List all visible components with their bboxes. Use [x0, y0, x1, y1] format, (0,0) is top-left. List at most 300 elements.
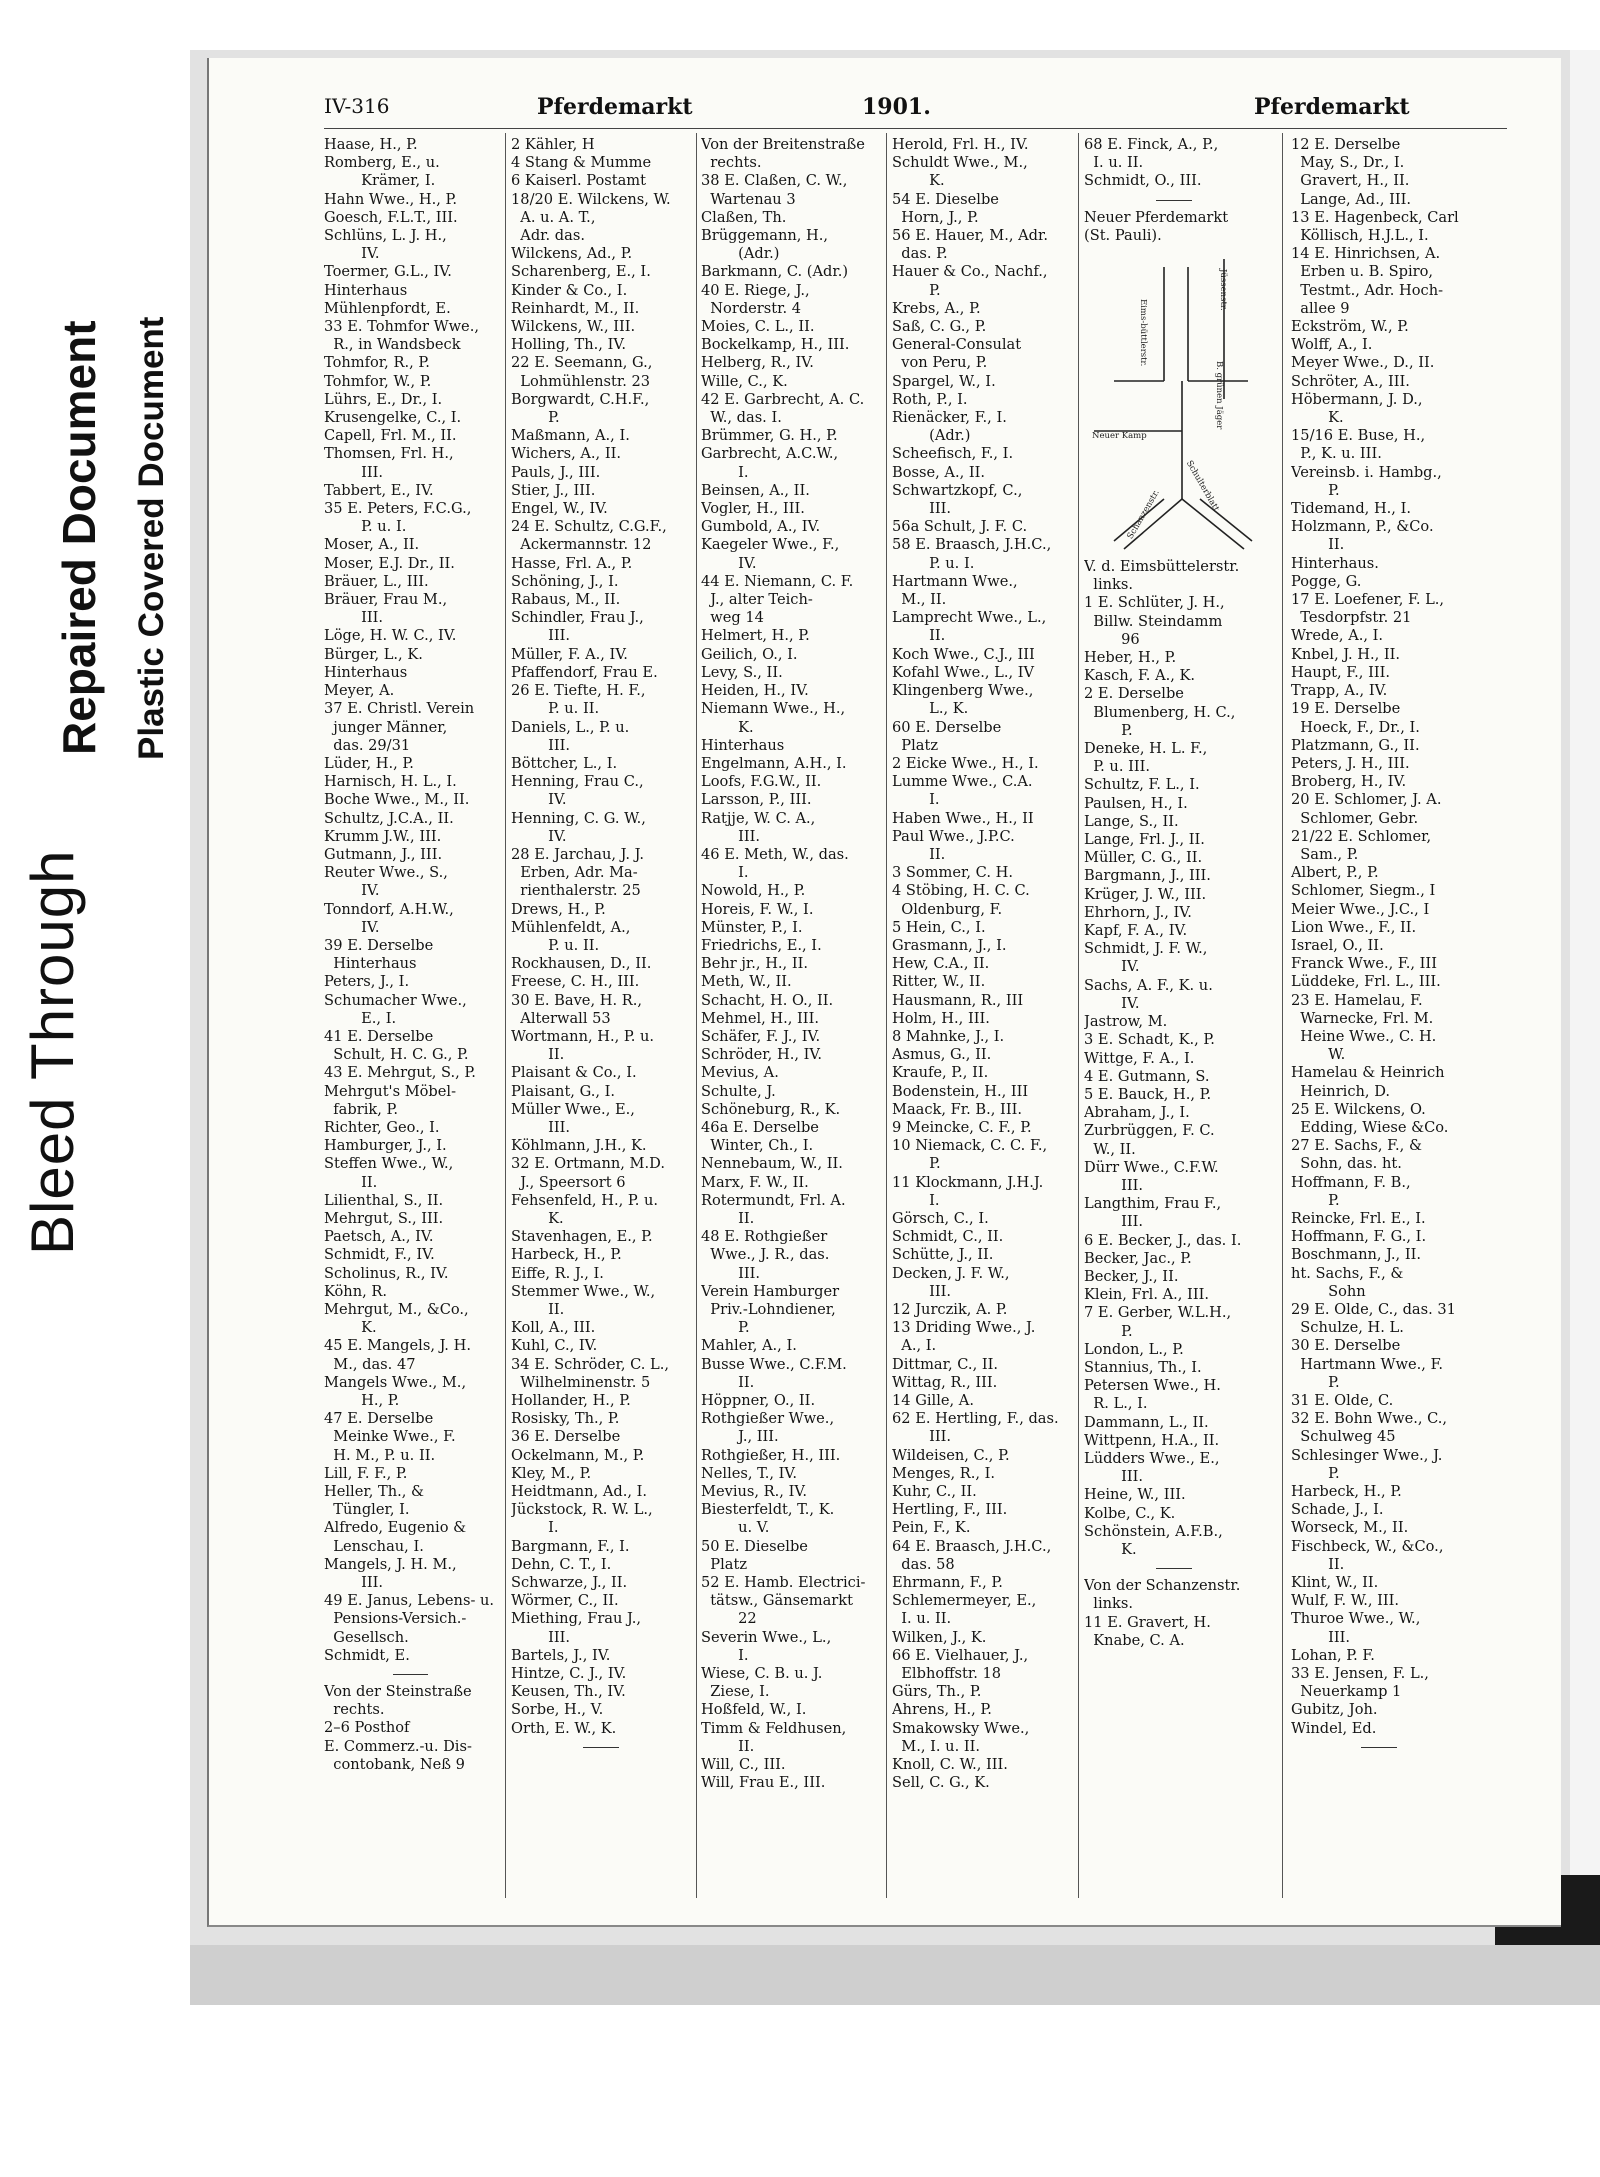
directory-entry: Horn, J., P.	[892, 208, 979, 226]
directory-entry: Schultz, F. L., I.	[1084, 776, 1200, 794]
directory-entry: Platz	[701, 1555, 748, 1573]
directory-entry: 5 E. Bauck, H., P.	[1084, 1085, 1212, 1103]
directory-entry: 29 E. Olde, C., das. 31	[1291, 1301, 1456, 1318]
directory-entry: rechts.	[701, 154, 762, 172]
directory-entry: Schulte, J.	[701, 1082, 776, 1100]
directory-entry: M., das. 47	[324, 1355, 416, 1373]
directory-entry: Toermer, G.L., IV.	[324, 263, 452, 281]
street-heading-left: Pferdemarkt	[537, 94, 693, 120]
directory-entry: Wille, C., K.	[701, 372, 788, 390]
directory-entry: Will, C., III.	[701, 1756, 786, 1774]
directory-entry: Rosisky, Th., P.	[511, 1410, 620, 1428]
directory-entry: J., III.	[701, 1428, 779, 1446]
directory-entry: Krebs, A., P.	[892, 299, 981, 317]
directory-entry: 4 Stang & Mumme	[511, 154, 652, 172]
directory-entry: III.	[324, 609, 384, 627]
directory-entry: 12 E. Derselbe	[1291, 136, 1401, 153]
directory-entry: III.	[511, 627, 571, 645]
directory-entry: 33 E. Tohmfor Wwe.,	[324, 318, 479, 336]
directory-entry: Hintze, C. J., IV.	[511, 1665, 627, 1683]
directory-entry: 5 Hein, C., I.	[892, 918, 986, 936]
directory-entry: Koch Wwe., C.J., III	[892, 645, 1035, 663]
directory-entry: W., II.	[1084, 1140, 1136, 1158]
directory-entry: Pauls, J., III.	[511, 463, 601, 481]
directory-entry: Ackermannstr. 12	[511, 536, 652, 554]
directory-entry: Knoll, C. W., III.	[892, 1756, 1008, 1774]
directory-entry: Lange, Frl. J., II.	[1084, 831, 1205, 849]
directory-entry: P., K. u. III.	[1291, 445, 1382, 463]
directory-entry: 1 E. Schlüter, J. H.,	[1084, 594, 1225, 612]
directory-entry: L., K.	[892, 700, 969, 718]
directory-entry: Severin Wwe., L.,	[701, 1628, 832, 1646]
directory-entry: das. P.	[892, 245, 948, 263]
directory-entry: Winter, Ch., I.	[701, 1137, 814, 1155]
directory-entry: Timm & Feldhusen,	[701, 1719, 847, 1737]
directory-entry: Schult, H. C. G., P.	[324, 1046, 469, 1064]
directory-entry: Heinrich, D.	[1291, 1082, 1391, 1100]
directory-entry: M., I. u. II.	[892, 1737, 981, 1755]
directory-entry: Keusen, Th., IV.	[511, 1683, 626, 1701]
directory-entry: Wartenau 3	[701, 190, 796, 208]
directory-entry: rienthalerstr. 25	[511, 882, 641, 900]
year-heading: 1901.	[862, 94, 931, 120]
directory-entry: III.	[1291, 1628, 1351, 1646]
map-label-schanzenstr: Schanzenstr.	[1125, 488, 1162, 542]
directory-entry: Norderstr. 4	[701, 299, 802, 317]
directory-entry: Hinterhaus	[324, 955, 417, 973]
directory-entry: R., in Wandsbeck	[324, 336, 461, 354]
directory-entry: Dammann, L., II.	[1084, 1413, 1209, 1431]
directory-entry: K.	[511, 1209, 564, 1227]
directory-entry: Hertling, F., III.	[892, 1501, 1008, 1519]
directory-entry: Asmus, G., II.	[892, 1046, 992, 1064]
section-rule	[324, 1665, 497, 1683]
directory-entry: Schuldt Wwe., M.,	[892, 154, 1028, 172]
directory-entry: Sorbe, H., V.	[511, 1701, 604, 1719]
directory-entry: Jückstock, R. W. L.,	[511, 1501, 653, 1519]
directory-entry: Boche Wwe., M., II.	[324, 791, 470, 809]
directory-entry: Schütte, J., II.	[892, 1246, 994, 1264]
directory-entry: 44 E. Niemann, C. F.	[701, 572, 854, 590]
directory-entry: Höppner, O., II.	[701, 1392, 816, 1410]
column-5	[1084, 136, 1264, 1906]
scan-right-edge	[1570, 50, 1600, 2005]
directory-entry: 37 E. Christl. Verein	[324, 700, 475, 718]
directory-entry: Meyer Wwe., D., II.	[1291, 354, 1435, 372]
directory-entry: 12 Jurczik, A. P.	[892, 1301, 1008, 1318]
directory-entry: 11 E. Gravert, H.	[1084, 1613, 1211, 1631]
directory-entry: III.	[892, 1282, 952, 1300]
directory-entry: Paulsen, H., I.	[1084, 794, 1188, 812]
directory-entry: Lill, F. F., P.	[324, 1464, 408, 1482]
directory-entry: Hamelau & Heinrich	[1291, 1064, 1445, 1082]
directory-entry: Blumenberg, H. C.,	[1084, 703, 1236, 721]
directory-entry: Abraham, J., I.	[1084, 1104, 1190, 1122]
directory-entry: Fehsenfeld, H., P. u.	[511, 1191, 659, 1209]
directory-entry: V. d. Eimsbüttelerstr.	[1084, 558, 1240, 576]
directory-entry: Köhlmann, J.H., K.	[511, 1137, 647, 1155]
directory-entry: IV.	[324, 918, 380, 936]
directory-entry: Paul Wwe., J.P.C.	[892, 827, 1015, 845]
directory-entry: Bockelkamp, H., III.	[701, 336, 850, 354]
directory-entry: 30 E. Bave, H. R.,	[511, 991, 642, 1009]
directory-entry: Mehrgut, M., &Co.,	[324, 1301, 469, 1318]
directory-entry: 32 E. Ortmann, M.D.	[511, 1155, 665, 1173]
directory-entry: Wichers, A., II.	[511, 445, 621, 463]
directory-entry: Rabaus, M., II.	[511, 591, 621, 609]
directory-entry: Mühlenpfordt, E.	[324, 299, 451, 317]
directory-entry: Marx, F. W., II.	[701, 1173, 809, 1191]
directory-entry: Gubitz, Joh.	[1291, 1701, 1378, 1719]
directory-entry: 2–6 Posthof	[324, 1719, 410, 1737]
directory-entry: 56 E. Hauer, M., Adr.	[892, 227, 1049, 245]
directory-entry: P.	[1084, 1322, 1133, 1340]
directory-entry: Holling, Th., IV.	[511, 336, 626, 354]
directory-entry: 58 E. Braasch, J.H.C.,	[892, 536, 1052, 554]
directory-entry: Albert, P., P.	[1291, 864, 1379, 882]
directory-entry: IV.	[324, 882, 380, 900]
directory-entry: Bargmann, J., III.	[1084, 867, 1211, 885]
directory-entry: 24 E. Schultz, C.G.F.,	[511, 518, 667, 536]
directory-entry: Wortmann, H., P. u.	[511, 1027, 655, 1045]
directory-entry: von Peru, P.	[892, 354, 988, 372]
directory-entry: Scholinus, R., IV.	[324, 1264, 449, 1282]
directory-entry: Henning, C. G. W.,	[511, 809, 646, 827]
directory-entry: Schindler, Frau J.,	[511, 609, 644, 627]
directory-entry: M., II.	[892, 591, 947, 609]
directory-entry: Hollander, H., P.	[511, 1392, 631, 1410]
directory-entry: 64 E. Braasch, J.H.C.,	[892, 1537, 1052, 1555]
directory-entry: General-Consulat	[892, 336, 1022, 354]
directory-entry: Helberg, R., IV.	[701, 354, 814, 372]
directory-entry: Israel, O., II.	[1291, 936, 1384, 954]
directory-entry: Heidtmann, Ad., I.	[511, 1483, 648, 1501]
directory-entry: Nennebaum, W., II.	[701, 1155, 843, 1173]
directory-entry: Miething, Frau J.,	[511, 1610, 642, 1628]
directory-entry: 27 E. Sachs, F., &	[1291, 1137, 1422, 1155]
directory-entry: Müller, F. A., IV.	[511, 645, 628, 663]
directory-entry: Haupt, F., III.	[1291, 663, 1391, 681]
directory-entry: 52 E. Hamb. Electrici-	[701, 1574, 866, 1592]
map-label-eimsbuttler: Eims-büttlerstr.	[1138, 299, 1148, 367]
directory-entry: Von der Breitenstraße	[701, 136, 865, 153]
directory-entry: Kraufe, P., II.	[892, 1064, 989, 1082]
directory-entry: Becker, Jac., P.	[1084, 1249, 1192, 1267]
directory-entry: II.	[511, 1301, 565, 1318]
directory-entry: Erben, Adr. Ma-	[511, 864, 638, 882]
directory-entry: Franck Wwe., F., III	[1291, 955, 1437, 973]
directory-entry: Haase, H., P.	[324, 136, 418, 153]
directory-entry: Dittmar, C., II.	[892, 1355, 999, 1373]
directory-entry: 68 E. Finck, A., P.,	[1084, 136, 1219, 153]
directory-entry: 60 E. Derselbe	[892, 718, 1002, 736]
directory-entry: Busse Wwe., C.F.M.	[701, 1355, 847, 1373]
directory-entry: 25 E. Wilckens, O.	[1291, 1100, 1426, 1118]
directory-entry: Hamburger, J., I.	[324, 1137, 447, 1155]
directory-entry: Lion Wwe., F., II.	[1291, 918, 1417, 936]
directory-entry: E., I.	[324, 1009, 397, 1027]
directory-entry: III.	[324, 463, 384, 481]
directory-entry: Rothgießer Wwe.,	[701, 1410, 835, 1428]
directory-entry: Pein, F., K.	[892, 1519, 971, 1537]
directory-entry: I.	[892, 791, 940, 809]
directory-entry: Kuhr, C., II.	[892, 1483, 977, 1501]
directory-entry: weg 14	[701, 609, 764, 627]
directory-entry: Spargel, W., I.	[892, 372, 996, 390]
directory-entry: Schwartzkopf, C.,	[892, 481, 1023, 499]
directory-entry: Menges, R., I.	[892, 1464, 996, 1482]
directory-entry: Hausmann, R., III	[892, 991, 1024, 1009]
directory-entry: Tonndorf, A.H.W.,	[324, 900, 454, 918]
directory-entry: Schmidt, C., II.	[892, 1228, 1004, 1246]
directory-entry: Scheefisch, F., I.	[892, 445, 1014, 463]
directory-entry: Goesch, F.L.T., III.	[324, 208, 458, 226]
directory-entry: links.	[1084, 576, 1133, 594]
directory-entry: Daniels, L., P. u.	[511, 718, 630, 736]
directory-entry: 42 E. Garbrecht, A. C.	[701, 390, 865, 408]
directory-entry: Drews, H., P.	[511, 900, 606, 918]
directory-entry: (St. Pauli).	[1084, 226, 1162, 244]
plastic-covered-label: Plastic Covered Document	[132, 316, 171, 760]
directory-entry: Hinterhaus.	[1291, 554, 1379, 572]
directory-entry: Niemann Wwe., H.,	[701, 700, 846, 718]
directory-entry: Kaegeler Wwe., F.,	[701, 536, 840, 554]
directory-entry: 3 Sommer, C. H.	[892, 864, 1013, 882]
directory-entry: 46a E. Derselbe	[701, 1118, 819, 1136]
directory-entry: Schmidt, O., III.	[1084, 172, 1202, 190]
directory-entry: Biesterfeldt, T., K.	[701, 1501, 835, 1519]
directory-entry: P.	[511, 409, 560, 427]
directory-entry: Tüngler, I.	[324, 1501, 410, 1519]
directory-entry: Kapf, F. A., IV.	[1084, 922, 1188, 940]
directory-entry: P.	[1291, 1191, 1340, 1209]
directory-entry: I.	[701, 463, 749, 481]
directory-entry: Saß, C. G., P.	[892, 318, 987, 336]
column-6	[1291, 136, 1467, 1906]
directory-entry: IV.	[1084, 958, 1140, 976]
directory-entry: Ratjje, W. C. A.,	[701, 809, 816, 827]
directory-entry: III.	[1084, 1213, 1144, 1231]
directory-entry: IV.	[511, 827, 567, 845]
directory-entry: Wittpenn, H.A., II.	[1084, 1431, 1220, 1449]
map-label-schulterblatt: Schulterblatt	[1183, 459, 1221, 514]
directory-entry: Trapp, A., IV.	[1291, 682, 1388, 700]
directory-entry: Loofs, F.G.W., II.	[701, 773, 822, 791]
directory-entry: Verein Hamburger	[701, 1282, 840, 1300]
directory-entry: Wittge, F. A., I.	[1084, 1049, 1195, 1067]
directory-entry: Zurbrüggen, F. C.	[1084, 1122, 1215, 1140]
directory-entry: das. 29/31	[324, 736, 411, 754]
directory-entry: Maßmann, A., I.	[511, 427, 630, 445]
directory-entry: Kley, M., P.	[511, 1464, 592, 1482]
directory-entry: Schöneburg, R., K.	[701, 1100, 841, 1118]
directory-entry: fabrik, P.	[324, 1100, 398, 1118]
directory-entry: Kuhl, C., IV.	[511, 1337, 598, 1355]
directory-entry: Schulweg 45	[1291, 1428, 1396, 1446]
directory-entry: London, L., P.	[1084, 1340, 1184, 1358]
directory-entry: Lohan, P. F.	[1291, 1646, 1375, 1664]
directory-entry: 2 Eicke Wwe., H., I.	[892, 754, 1039, 772]
directory-entry: 45 E. Mangels, J. H.	[324, 1337, 471, 1355]
directory-entry: Edding, Wiese &Co.	[1291, 1118, 1449, 1136]
directory-entry: Meier Wwe., J.C., I	[1291, 900, 1430, 918]
directory-entry: Alfredo, Eugenio &	[324, 1519, 467, 1537]
directory-entry: 6 E. Becker, J., das. I.	[1084, 1231, 1242, 1249]
directory-entry: Hartmann Wwe.,	[892, 572, 1018, 590]
directory-entry: 56a Schult, J. F. C.	[892, 518, 1028, 536]
directory-entry: 43 E. Mehrgut, S., P.	[324, 1064, 476, 1082]
directory-entry: Sachs, A. F., K. u.	[1084, 976, 1213, 994]
directory-entry: 40 E. Riege, J.,	[701, 281, 810, 299]
section-rule	[1084, 1559, 1264, 1577]
directory-entry: Petersen Wwe., H.	[1084, 1377, 1221, 1395]
directory-entry: 34 E. Schröder, C. L.,	[511, 1355, 669, 1373]
directory-entry: Mevius, R., IV.	[701, 1483, 807, 1501]
directory-entry: Orth, E. W., K.	[511, 1719, 617, 1737]
directory-entry: I.	[701, 1646, 749, 1664]
directory-entry: 28 E. Jarchau, J. J.	[511, 845, 644, 863]
directory-entry: Warnecke, Frl. M.	[1291, 1009, 1434, 1027]
directory-entry: Stavenhagen, E., P.	[511, 1228, 653, 1246]
directory-entry: 11 Klockmann, J.H.J.	[892, 1173, 1044, 1191]
directory-entry: Schacht, H. O., II.	[701, 991, 834, 1009]
directory-entry: Müller, C. G., II.	[1084, 849, 1203, 867]
column-2	[511, 136, 691, 1906]
directory-entry: Holzmann, P., &Co.	[1291, 518, 1434, 536]
directory-entry: u. V.	[701, 1519, 770, 1537]
directory-entry: Herold, Frl. H., IV.	[892, 136, 1029, 153]
directory-entry: Moser, A., II.	[324, 536, 420, 554]
directory-entry: K.	[1291, 409, 1344, 427]
directory-entry: Roth, P., I.	[892, 390, 968, 408]
directory-entry: I.	[511, 1519, 559, 1537]
directory-entry: W., das. I.	[701, 409, 782, 427]
column-divider	[1282, 133, 1283, 1898]
directory-entry: Will, Frau E., III.	[701, 1774, 826, 1792]
directory-entry: Gürs, Th., P.	[892, 1683, 982, 1701]
directory-entry: Borgwardt, C.H.F.,	[511, 390, 650, 408]
directory-entry: P.	[1291, 481, 1340, 499]
directory-entry: Schlüns, L. J. H.,	[324, 227, 447, 245]
directory-entry: Rockhausen, D., II.	[511, 955, 652, 973]
directory-entry: Mangels Wwe., M.,	[324, 1373, 467, 1391]
directory-entry: Krumm J.W., III.	[324, 827, 442, 845]
street-map-lines	[1084, 249, 1259, 554]
directory-entry: H., P.	[324, 1392, 400, 1410]
directory-entry: Bräuer, Frau M.,	[324, 591, 448, 609]
directory-entry: Ritter, W., II.	[892, 973, 986, 991]
directory-entry: Nelles, T., IV.	[701, 1464, 798, 1482]
directory-entry: Ockelmann, M., P.	[511, 1446, 645, 1464]
directory-entry: II.	[511, 1046, 565, 1064]
directory-entry: K.	[701, 718, 754, 736]
column-divider	[696, 133, 697, 1898]
directory-entry: Bodenstein, H., III	[892, 1082, 1029, 1100]
directory-entry: 22 E. Seemann, G.,	[511, 354, 653, 372]
directory-entry: Hasse, Frl. A., P.	[511, 554, 633, 572]
directory-entry: IV.	[324, 245, 380, 263]
directory-entry: Fischbeck, W., &Co.,	[1291, 1537, 1444, 1555]
directory-entry: Elbhoffstr. 18	[892, 1665, 1002, 1683]
directory-entry: Pensions-Versich.-	[324, 1610, 467, 1628]
directory-entry: Friedrichs, E., I.	[701, 936, 822, 954]
map-label-juessen: Jüssenstr.	[1218, 269, 1228, 311]
directory-entry: Krusengelke, C., I.	[324, 409, 462, 427]
directory-entry: Kofahl Wwe., L., IV	[892, 663, 1035, 681]
directory-entry: Schäfer, F. J., IV.	[701, 1027, 821, 1045]
directory-entry: 62 E. Hertling, F., das.	[892, 1410, 1059, 1428]
directory-entry: Boschmann, J., II.	[1291, 1246, 1421, 1264]
directory-entry: Lamprecht Wwe., L.,	[892, 609, 1047, 627]
directory-entry: Peters, J., I.	[324, 973, 410, 991]
directory-entry: Wilhelminenstr. 5	[511, 1373, 651, 1391]
directory-entry: 50 E. Dieselbe	[701, 1537, 808, 1555]
directory-entry: Schlemermeyer, E.,	[892, 1592, 1037, 1610]
column-divider	[505, 133, 506, 1898]
directory-entry: Rotermundt, Frl. A.	[701, 1191, 846, 1209]
directory-entry: Reuter Wwe., S.,	[324, 864, 448, 882]
directory-entry: Schulze, H. L.	[1291, 1319, 1404, 1337]
directory-entry: Decken, J. F. W.,	[892, 1264, 1010, 1282]
directory-entry: Hinterhaus	[701, 736, 785, 754]
directory-entry: Vogler, H., III.	[701, 500, 805, 518]
directory-entry: Hoßfeld, W., I.	[701, 1701, 807, 1719]
directory-entry: Bargmann, F., I.	[511, 1537, 630, 1555]
directory-entry: Schade, J., I.	[1291, 1501, 1384, 1519]
directory-entry: 31 E. Olde, C.	[1291, 1392, 1394, 1410]
directory-entry: Harbeck, H., P.	[1291, 1483, 1402, 1501]
directory-entry: III.	[701, 827, 761, 845]
directory-entry: Heine, W., III.	[1084, 1486, 1186, 1504]
directory-entry: Vereinsb. i. Hambg.,	[1291, 463, 1442, 481]
directory-entry: 41 E. Derselbe	[324, 1027, 434, 1045]
bleed-through-label: Bleed Through	[19, 849, 86, 1255]
directory-entry: III.	[701, 1264, 761, 1282]
directory-entry: Platz	[892, 736, 939, 754]
directory-entry: Wrede, A., I.	[1291, 627, 1384, 645]
directory-entry: (Adr.)	[892, 427, 971, 445]
directory-entry: 47 E. Derselbe	[324, 1410, 434, 1428]
directory-entry: Hoffmann, F. B.,	[1291, 1173, 1411, 1191]
directory-entry: Neuerkamp 1	[1291, 1683, 1402, 1701]
directory-entry: P.	[701, 1319, 750, 1337]
directory-entry: K.	[324, 1319, 377, 1337]
map-label-neuer-kamp: Neuer Kamp	[1092, 431, 1147, 442]
directory-entry: Schmidt, E.	[324, 1646, 410, 1664]
directory-entry: Neuer Pferdemarkt	[1084, 208, 1229, 226]
directory-entry: Scharenberg, E., I.	[511, 263, 651, 281]
directory-entry: III.	[1084, 1468, 1144, 1486]
directory-entry: Henning, Frau C.,	[511, 773, 644, 791]
directory-entry: Harnisch, H. L., I.	[324, 773, 457, 791]
directory-entry: Bürger, L., K.	[324, 645, 423, 663]
directory-entry: allee 9	[1291, 299, 1350, 317]
directory-entry: Wulf, F. W., III.	[1291, 1592, 1400, 1610]
directory-entry: 8 Mahnke, J., I.	[892, 1027, 1005, 1045]
directory-entry: Ahrens, H., P.	[892, 1701, 992, 1719]
directory-entry: 17 E. Loefener, F. L.,	[1291, 591, 1445, 609]
directory-entry: 4 Stöbing, H. C. C.	[892, 882, 1030, 900]
directory-entry: Barkmann, C. (Adr.)	[701, 263, 849, 281]
directory-entry: 4 E. Gutmann, S.	[1084, 1067, 1210, 1085]
directory-entry: Paetsch, A., IV.	[324, 1228, 434, 1246]
directory-entry: Levy, S., II.	[701, 663, 783, 681]
directory-entry: Schönstein, A.F.B.,	[1084, 1522, 1223, 1540]
directory-entry: 21/22 E. Schlomer,	[1291, 827, 1432, 845]
directory-entry: Kasch, F. A., K.	[1084, 667, 1196, 685]
directory-entry: Engelmann, A.H., I.	[701, 754, 847, 772]
directory-entry: links.	[1084, 1595, 1133, 1613]
